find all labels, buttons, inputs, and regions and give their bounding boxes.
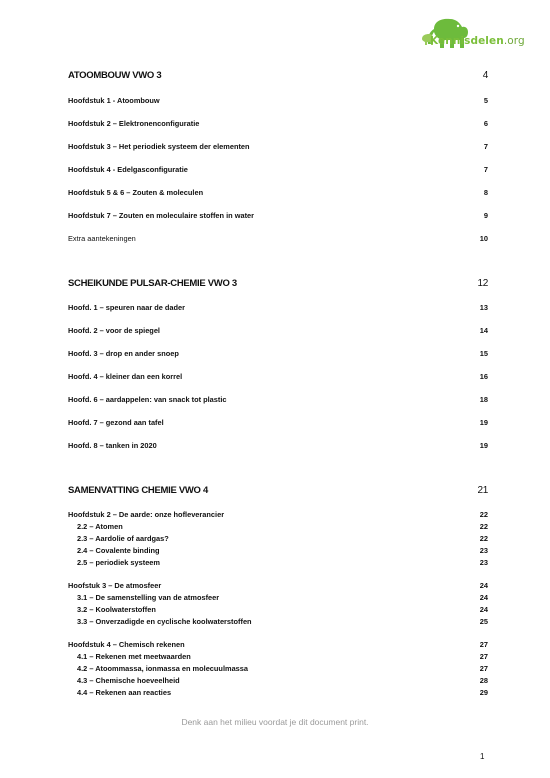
entry-page: 9 — [483, 211, 488, 220]
toc-section-heading[interactable] — [68, 70, 488, 84]
entry-page: 14 — [479, 326, 488, 335]
entry-page: 22 — [479, 510, 488, 519]
entry-title: 4.3 – Chemische hoeveelheid — [77, 676, 180, 685]
section-title: ATOOMBOUW VWO 3 — [68, 70, 162, 81]
entry-page: 16 — [479, 372, 488, 381]
toc-entry[interactable] — [68, 652, 488, 663]
entry-page: 24 — [479, 605, 488, 614]
site-logo[interactable] — [418, 15, 536, 55]
entry-page: 24 — [479, 581, 488, 590]
entry-page: 23 — [479, 558, 488, 567]
entry-title: Hoofstuk 3 – De atmosfeer — [68, 581, 162, 590]
toc-entry[interactable] — [68, 119, 488, 130]
entry-title: 4.4 – Rekenen aan reacties — [77, 688, 172, 697]
entry-page: 10 — [479, 234, 488, 243]
toc-section-heading[interactable] — [68, 278, 488, 292]
entry-page: 23 — [479, 546, 488, 555]
toc-entry[interactable] — [68, 372, 488, 383]
toc-entry[interactable] — [68, 303, 488, 314]
entry-title: Hoofdstuk 4 – Chemisch rekenen — [68, 640, 185, 649]
entry-title: Hoofd. 1 – speuren naar de dader — [68, 303, 186, 312]
entry-page: 27 — [479, 652, 488, 661]
entry-page: 29 — [479, 688, 488, 697]
entry-title: 3.3 – Onverzadigde en cyclische koolwaterstoffen — [77, 617, 252, 626]
entry-title: 2.2 – Atomen — [77, 522, 123, 531]
toc-entry[interactable] — [68, 664, 488, 675]
entry-page: 22 — [479, 534, 488, 543]
toc-entry[interactable] — [68, 593, 488, 604]
toc-entry[interactable] — [68, 326, 488, 337]
section-title: SAMENVATTING CHEMIE VWO 4 — [68, 485, 208, 496]
entry-title: Hoofd. 7 – gezond aan tafel — [68, 418, 164, 427]
section-title: SCHEIKUNDE PULSAR-CHEMIE VWO 3 — [68, 278, 237, 289]
entry-page: 7 — [483, 165, 488, 174]
logo-wordmark — [430, 35, 525, 47]
entry-page: 27 — [479, 664, 488, 673]
toc-entry[interactable] — [68, 441, 488, 452]
entry-page: 28 — [479, 676, 488, 685]
entry-title: 4.1 – Rekenen met meetwaarden — [77, 652, 191, 661]
entry-page: 7 — [483, 142, 488, 151]
entry-page: 25 — [479, 617, 488, 626]
entry-title: Hoofdstuk 4 - Edelgasconfiguratie — [68, 165, 188, 174]
entry-title: Hoofd. 8 – tanken in 2020 — [68, 441, 157, 450]
entry-title: 3.1 – De samenstelling van de atmosfeer — [77, 593, 220, 602]
section-page: 21 — [477, 485, 488, 496]
entry-title: 2.5 – periodiek systeem — [77, 558, 160, 567]
logo-name: Kennisdelen — [430, 35, 504, 47]
toc-entry[interactable] — [68, 510, 488, 521]
toc-entry[interactable] — [68, 605, 488, 616]
toc-section-heading[interactable] — [68, 485, 488, 499]
toc-entry[interactable] — [68, 640, 488, 651]
toc-entry[interactable] — [68, 546, 488, 557]
toc-entry[interactable] — [68, 418, 488, 429]
entry-page: 22 — [479, 522, 488, 531]
entry-page: 24 — [479, 593, 488, 602]
entry-title: Hoofd. 6 – aardappelen: van snack tot plastic — [68, 395, 227, 404]
page-number: 1 — [480, 752, 485, 761]
toc-entry[interactable] — [68, 581, 488, 592]
entry-page: 6 — [483, 119, 488, 128]
toc-entry[interactable] — [68, 234, 488, 245]
entry-title: Hoofdstuk 1 - Atoombouw — [68, 96, 160, 105]
entry-title: Hoofdstuk 7 – Zouten en moleculaire stoffen in water — [68, 211, 255, 220]
toc-entry[interactable] — [68, 165, 488, 176]
logo-tld: .org — [503, 35, 525, 47]
toc-entry[interactable] — [68, 96, 488, 107]
toc-entry[interactable] — [68, 349, 488, 360]
entry-title: Hoofdstuk 3 – Het periodiek systeem der elementen — [68, 142, 250, 151]
entry-page: 15 — [479, 349, 488, 358]
entry-page: 18 — [479, 395, 488, 404]
entry-page: 8 — [483, 188, 488, 197]
entry-title: 4.2 – Atoommassa, ionmassa en molecuulmassa — [77, 664, 249, 673]
entry-title: Hoofdstuk 2 – Elektronenconfiguratie — [68, 119, 200, 128]
entry-page: 5 — [483, 96, 488, 105]
entry-title: 2.3 – Aardolie of aardgas? — [77, 534, 169, 543]
toc-entry[interactable] — [68, 142, 488, 153]
toc-entry[interactable] — [68, 534, 488, 545]
toc-entry[interactable] — [68, 676, 488, 687]
toc-entry[interactable] — [68, 395, 488, 406]
entry-title: Hoofd. 4 – kleiner dan een korrel — [68, 372, 183, 381]
entry-page: 27 — [479, 640, 488, 649]
section-page: 4 — [482, 70, 488, 81]
entry-title: Hoofdstuk 2 – De aarde: onze hofleverancier — [68, 510, 225, 519]
entry-title: Hoofd. 3 – drop en ander snoep — [68, 349, 179, 358]
toc-entry[interactable] — [68, 617, 488, 628]
section-page: 12 — [477, 278, 488, 289]
toc-entry[interactable] — [68, 522, 488, 533]
entry-page: 19 — [479, 418, 488, 427]
entry-page: 13 — [479, 303, 488, 312]
entry-title: 2.4 – Covalente binding — [77, 546, 160, 555]
toc-entry[interactable] — [68, 558, 488, 569]
entry-title: 3.2 – Koolwaterstoffen — [77, 605, 156, 614]
entry-title: Hoofd. 2 – voor de spiegel — [68, 326, 160, 335]
toc-entry[interactable] — [68, 188, 488, 199]
toc-entry[interactable] — [68, 688, 488, 699]
toc-entry[interactable] — [68, 211, 488, 222]
entry-title: Extra aantekeningen — [68, 234, 136, 243]
entry-title: Hoofdstuk 5 & 6 – Zouten & moleculen — [68, 188, 204, 197]
entry-page: 19 — [479, 441, 488, 450]
footer-note: Denk aan het milieu voordat je dit document print. — [181, 717, 369, 727]
